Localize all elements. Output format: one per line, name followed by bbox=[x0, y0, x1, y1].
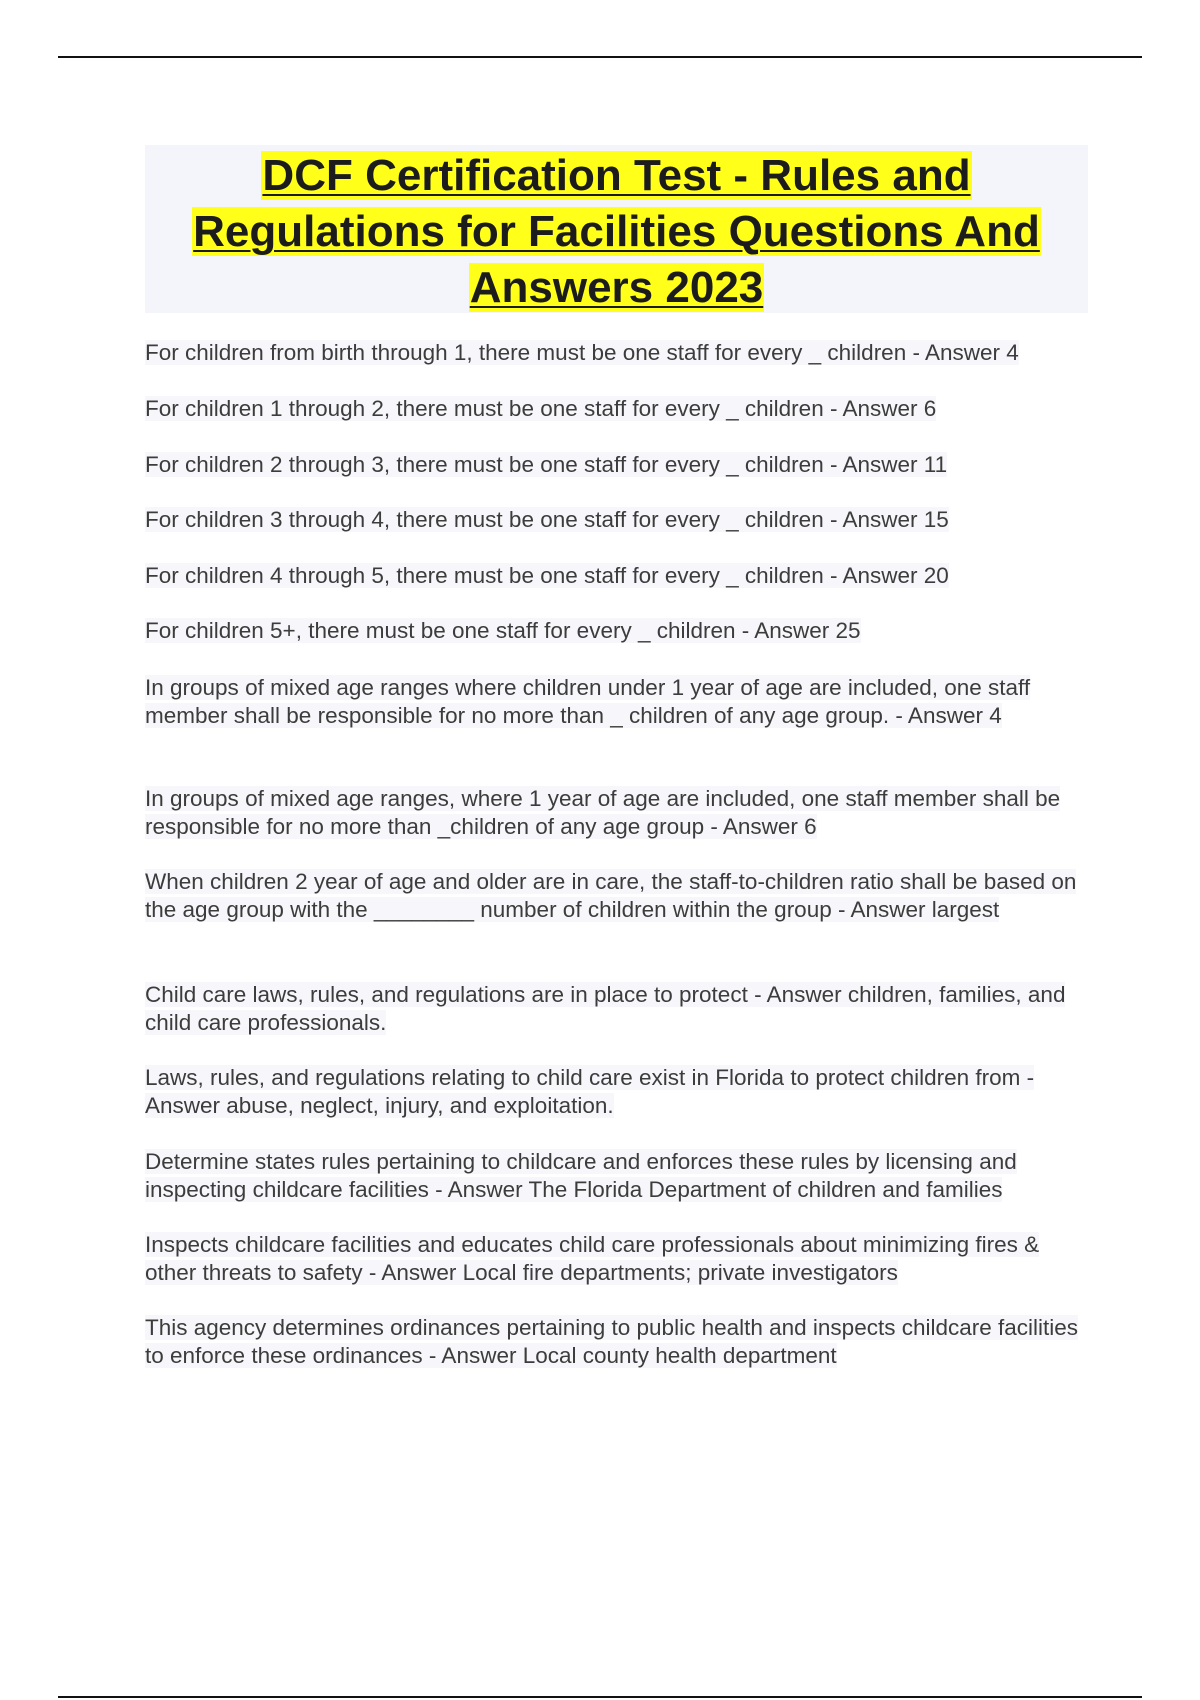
qa-item: In groups of mixed age ranges where children under 1 year of age are included, one staff member shall be responsible for no more than _ children of any age group. - Answer 4 bbox=[145, 675, 1031, 728]
qa-item: For children 1 through 2, there must be one staff for every _ children - Answer 6 bbox=[145, 396, 937, 421]
qa-item: Determine states rules pertaining to childcare and enforces these rules by licensing and inspecting childcare facilities - Answer The Florida Department of children and families bbox=[145, 1149, 1017, 1202]
qa-item: For children 2 through 3, there must be one staff for every _ children - Answer 11 bbox=[145, 452, 948, 477]
qa-item: For children from birth through 1, there must be one staff for every _ children - Answer 4 bbox=[145, 340, 1019, 365]
qa-item: Inspects childcare facilities and educates child care professionals about minimizing fires & other threats to safety - Answer Local fire departments; private investigators bbox=[145, 1232, 1040, 1285]
header-rule bbox=[58, 56, 1142, 58]
page-title bbox=[145, 148, 1088, 316]
qa-item: When children 2 year of age and older are in care, the staff-to-children ratio shall be based on the age group with the ________ number of children within the group - Answer largest bbox=[145, 869, 1077, 922]
qa-item: Laws, rules, and regulations relating to child care exist in Florida to protect children from - Answer abuse, neglect, injury, and exploitation. bbox=[145, 1065, 1035, 1118]
title-block bbox=[145, 145, 1088, 313]
footer-rule bbox=[58, 1696, 1142, 1698]
qa-item: For children 4 through 5, there must be one staff for every _ children - Answer 20 bbox=[145, 563, 949, 588]
qa-item: In groups of mixed age ranges, where 1 year of age are included, one staff member shall be responsible for no more than _children of any age group - Answer 6 bbox=[145, 786, 1061, 839]
qa-item: For children 5+, there must be one staff for every _ children - Answer 25 bbox=[145, 618, 861, 643]
qa-item: For children 3 through 4, there must be one staff for every _ children - Answer 15 bbox=[145, 507, 949, 532]
qa-item: This agency determines ordinances pertaining to public health and inspects childcare facilities to enforce these ordinances - Answer Local county health department bbox=[145, 1315, 1079, 1368]
qa-item: Child care laws, rules, and regulations are in place to protect - Answer children, families, and child care professionals. bbox=[145, 982, 1066, 1035]
page-title-text: DCF Certification Test - Rules and Regulations for Facilities Questions And Answers 2023 bbox=[193, 151, 1040, 312]
